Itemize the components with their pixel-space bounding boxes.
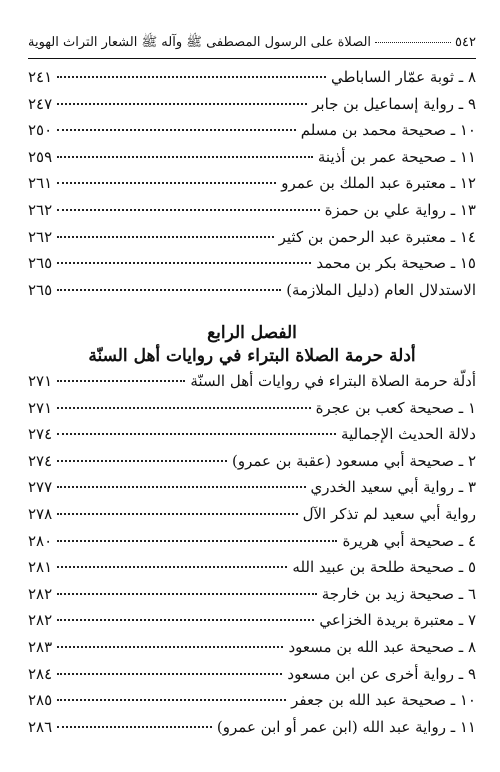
- dot-leader: [57, 129, 296, 131]
- chapter-heading: [28, 322, 476, 368]
- page-number: ٥٤٢: [455, 35, 476, 50]
- toc-entry[interactable]: [28, 368, 476, 395]
- toc-entry-page: ٢٦٥: [28, 254, 53, 273]
- dot-leader: [57, 619, 314, 621]
- toc-entry-title: أدلّة حرمة الصلاة البتراء في روايات أهل السنّة: [190, 372, 476, 390]
- toc-entry-title: رواية أبي سعيد لم تذكر الآل: [302, 504, 476, 523]
- toc-entry[interactable]: [28, 197, 476, 224]
- toc-entry-title: ٩ ـ رواية أخرى عن ابن مسعود: [287, 664, 476, 683]
- dot-leader: [57, 262, 311, 264]
- dot-leader: [57, 566, 287, 568]
- toc-entry-page: ٢٧٧: [28, 478, 53, 497]
- toc-entry[interactable]: [28, 117, 476, 144]
- toc-entry-title: ١ ـ صحيحة كعب بن عجرة: [315, 398, 476, 417]
- dot-leader: [57, 76, 326, 78]
- toc-entry-title: ١٤ ـ معتبرة عبد الرحمن بن كثير: [278, 227, 476, 246]
- toc-entry-title: ٦ ـ صحيحة زيد بن خارجة: [321, 584, 476, 603]
- toc-entry-title: الاستدلال العام (دليل الملازمة): [286, 280, 476, 299]
- toc-entry-title: ١٠ ـ صحيحة عبد الله بن جعفر: [291, 691, 476, 710]
- toc-entry[interactable]: [28, 474, 476, 501]
- toc-entry[interactable]: [28, 448, 476, 475]
- toc-entry[interactable]: [28, 395, 476, 422]
- dot-leader: [57, 673, 282, 675]
- toc-entry-title: ٢ ـ صحيحة أبي مسعود (عقبة بن عمرو): [232, 451, 476, 470]
- toc-entry-title: ٧ ـ معتبرة بريدة الخزاعي: [319, 611, 476, 630]
- toc-entry-page: ٢٧١: [28, 372, 53, 390]
- dot-leader: [57, 182, 276, 184]
- dot-leader: [57, 460, 227, 462]
- toc-entry-title: ١١ ـ رواية عبد الله (ابن عمر أو ابن عمرو): [216, 717, 476, 736]
- toc-entry-page: ٢٨٠: [28, 531, 53, 550]
- toc-entry-page: ٢٤١: [28, 68, 53, 86]
- toc-entry[interactable]: [28, 661, 476, 688]
- toc-entry-title: ١٥ ـ صحيحة بكر بن محمد: [316, 254, 476, 273]
- running-header: [28, 34, 476, 53]
- dot-leader: [57, 380, 185, 382]
- toc-entry-page: ٢٨٦: [28, 717, 53, 736]
- toc-entry-page: ٢٤٧: [28, 94, 53, 113]
- toc-entry-title: ٩ ـ رواية إسماعيل بن جابر: [312, 94, 476, 113]
- toc-entry-title: ٤ ـ صحيحة أبي هريرة: [342, 531, 476, 550]
- toc-entry-title: دلالة الحديث الإجمالية: [341, 425, 476, 444]
- toc-entry-page: ٢٧٤: [28, 425, 53, 444]
- toc-entry-title: ١١ ـ صحيحة عمر بن أذينة: [317, 147, 476, 166]
- toc-entry-page: ٢٧٨: [28, 504, 53, 523]
- toc-entry-page: ٢٨٥: [28, 691, 53, 710]
- toc-entry[interactable]: [28, 144, 476, 171]
- toc-entry-page: ٢٦٢: [28, 200, 53, 219]
- toc-entry-page: ٢٨٣: [28, 637, 53, 656]
- dot-leader: [57, 209, 320, 211]
- toc-entry-page: ٢٨٢: [28, 611, 53, 630]
- toc-entry-page: ٢٧١: [28, 398, 53, 417]
- toc-entry-page: ٢٥٠: [28, 121, 53, 140]
- toc-entry[interactable]: [28, 421, 476, 448]
- dot-leader: [57, 726, 212, 728]
- toc-entry[interactable]: [28, 91, 476, 118]
- dot-leader: [57, 513, 297, 515]
- toc-entry[interactable]: [28, 528, 476, 555]
- toc-entry[interactable]: [28, 224, 476, 251]
- toc-entry-title: ١٣ ـ رواية علي بن حمزة: [324, 200, 476, 219]
- toc-entry[interactable]: [28, 501, 476, 528]
- running-title: الصلاة على الرسول المصطفى ﷺ وآله ﷺ الشعار التراث الهوية: [28, 35, 372, 50]
- dot-leader: [57, 646, 283, 648]
- chapter-title: أدلة حرمة الصلاة البتراء في روايات أهل السنّة: [88, 346, 416, 366]
- toc-entry-page: ٢٦٢: [28, 227, 53, 246]
- dot-leader: [57, 156, 313, 158]
- toc-entry[interactable]: [28, 277, 476, 304]
- toc-entry[interactable]: [28, 634, 476, 661]
- toc-entry[interactable]: [28, 170, 476, 197]
- header-dot-leader: [375, 42, 451, 43]
- dot-leader: [57, 433, 336, 435]
- dot-leader: [57, 593, 317, 595]
- toc-entry[interactable]: [28, 607, 476, 634]
- toc-entry-title: ٥ ـ صحيحة طلحة بن عبيد الله: [292, 558, 476, 577]
- toc-entry[interactable]: [28, 687, 476, 714]
- toc-entry[interactable]: [28, 554, 476, 581]
- toc-entry-page: ٢٧٤: [28, 451, 53, 470]
- dot-leader: [57, 486, 305, 488]
- dot-leader: [57, 289, 281, 291]
- toc-entry-title: ٨ ـ صحيحة عبد الله بن مسعود: [288, 637, 476, 656]
- dot-leader: [57, 407, 310, 409]
- toc-list-part-one: [28, 64, 476, 303]
- toc-entry-title: ١٠ ـ صحيحة محمد بن مسلم: [300, 121, 476, 140]
- toc-entry-page: ٢٨٢: [28, 584, 53, 603]
- toc-entry[interactable]: [28, 64, 476, 91]
- toc-entry[interactable]: [28, 250, 476, 277]
- toc-entry-title: ١٢ ـ معتبرة عبد الملك بن عمرو: [281, 174, 476, 193]
- dot-leader: [57, 236, 273, 238]
- toc-entry[interactable]: [28, 581, 476, 608]
- header-rule: [28, 58, 476, 59]
- toc-entry-page: ٢٨٤: [28, 664, 53, 683]
- dot-leader: [57, 540, 337, 542]
- toc-entry-page: ٢٦١: [28, 174, 53, 193]
- dot-leader: [57, 103, 307, 105]
- toc-entry[interactable]: [28, 714, 476, 741]
- chapter-label: الفصل الرابع: [207, 323, 297, 343]
- toc-entry-title: ٨ ـ ثوبة عمّار الساباطي: [331, 68, 476, 86]
- dot-leader: [57, 699, 286, 701]
- toc-entry-page: ٢٦٥: [28, 280, 53, 299]
- toc-list-part-two: [28, 368, 476, 740]
- toc-entry-page: ٢٥٩: [28, 147, 53, 166]
- toc-entry-title: ٣ ـ رواية أبي سعيد الخدري: [310, 478, 476, 497]
- toc-entry-page: ٢٨١: [28, 558, 53, 577]
